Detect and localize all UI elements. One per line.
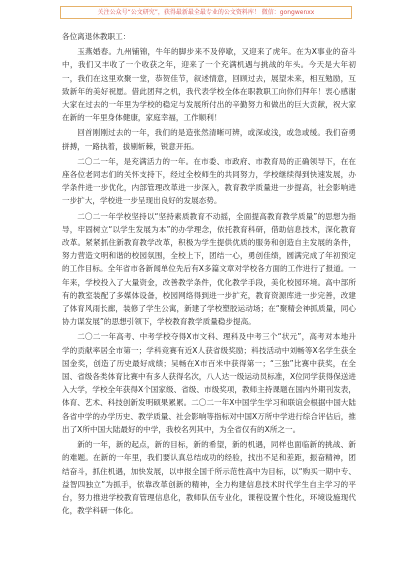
paragraph: 二〇二一年高考、中考学校夺得X市文科、理科及中考三个“状元”，高考对本地升学的贡献率居全市第一；学科竞赛有近X人获省级奖励；科技活动中刘畅等X名学生获全国金奖，创造了历史最好成绩；吴畅在X市百米中获得第一；“三独”比赛中获奖，在全国、省级各类体育比赛中有多人获得名次，八人达一级运动员标准，X位同学获得保送进入大学，学校全年获得X个国家级、省级、市级奖项，教师主持课题在国内外期刊发表，体育、艺术、科技创新发明硕果累累。二〇二一年X中国学生学习和联谊会根据中国大陆各省中学的办学历史、教学质量、社会影响等指标对中国X万所中学进行综合评估后，推出了X所中国大陆最好的中学，我校名列其中，为全省仅有的X所之一。 — [62, 332, 356, 434]
paragraph: 二〇二一年学校坚持以“坚持素质教育不动摇，全面提高教育教学质量”的思想为指导，牢固树立“以学生发展为本”的办学理念，依托教育科研，借助信息技术，深化教育改革。紧紧抓住新教育教学改革，积极为学生提供优质的服务和创造自主发展的条件，努力营造文明和谐的校园氛围，全校上下，团结一心，勇创佳绩，圆满完成了年初预定的工作目标。全年省市各新闻单位先后有X多篇文章对学校各方面的工作进行了报道。一年来，学校投入了大量资金，改善教学条件，优化教学手段，美化校园环境。高中部所有的教室装配了多媒体设备，校园网络得到进一步扩充，教育资源库进一步完善，改建了体育风雨长廊，装修了学生公寓，新建了学校塑胶运动场；在“聚精会神抓质量，同心协力谋发展”的思想引领下，学校教育教学质量稳步提高。 — [62, 211, 356, 327]
paragraph: 回首刚刚过去的一年，我们的是造张然清晰可辨，或深或浅，或急或缓。我们奋勇拼搏，一路执着，拔剔斩棘，锐意开拓。 — [62, 128, 356, 151]
paragraph: 玉燕婚春。九州铺锦，牛年的脚步来不及停歇，又迎来了虎年。在为X事业的奋斗中，我们又丰收了一个收获之年，迎来了一个充满机遇与挑战的年头。今天是大年初一，我们在这里欢聚一堂，恭贺佳节，叙述情意，回顾过去，展望未来，相互勉励，互致新年的美好祝愿。借此团拜之机，我代表学校全体在职教职工向你们拜年！衷心感谢大家在过去的一年里为学校的稳定与发展所付出的辛勤努力和做出的巨大贡献，祝大家在新的一年里身体健康，家庭幸福，工作顺利！ — [62, 47, 356, 123]
watermark-banner: 关注公众号“公文研究”，获得最新最全最专业的公文资料库！ 微信：gongwenxx — [60, 6, 352, 19]
salutation: 各位离退休教职工： — [62, 32, 131, 41]
document-body — [62, 30, 356, 519]
paragraph: 二〇二一年，是充满活力的一年。在市委、市政府、市教育局的正确领导下，在在座各位老同志们的关怀支持下，经过全校师生的共同努力，学校继续得到快速发展，办学条件进一步优化，内部管理改革进一步深入，教育教学质量进一步提高，社会影响进一步扩大，学校进一步呈现出良好的发展态势。 — [62, 156, 356, 206]
paragraph: 新的一年，新的起点，新的目标，新的希望，新的机遇，同样也面临新的挑战、新的难题。在新的一年里，我们要认真总结成功的经验，找出不足和差距，振奋精神，团结奋斗，抓住机遇，加快发展，以申报全国千所示范性高中为目标，以“购买一期中专、益智四独立”为抓手，依靠改革创新的精神，全力构建信息技术时代学生自主学习的平台，努力推进学校教育管理信息化，教师队伍专业化，课程设置个性化，环境设施现代化，教学科研一体化。 — [62, 440, 356, 516]
